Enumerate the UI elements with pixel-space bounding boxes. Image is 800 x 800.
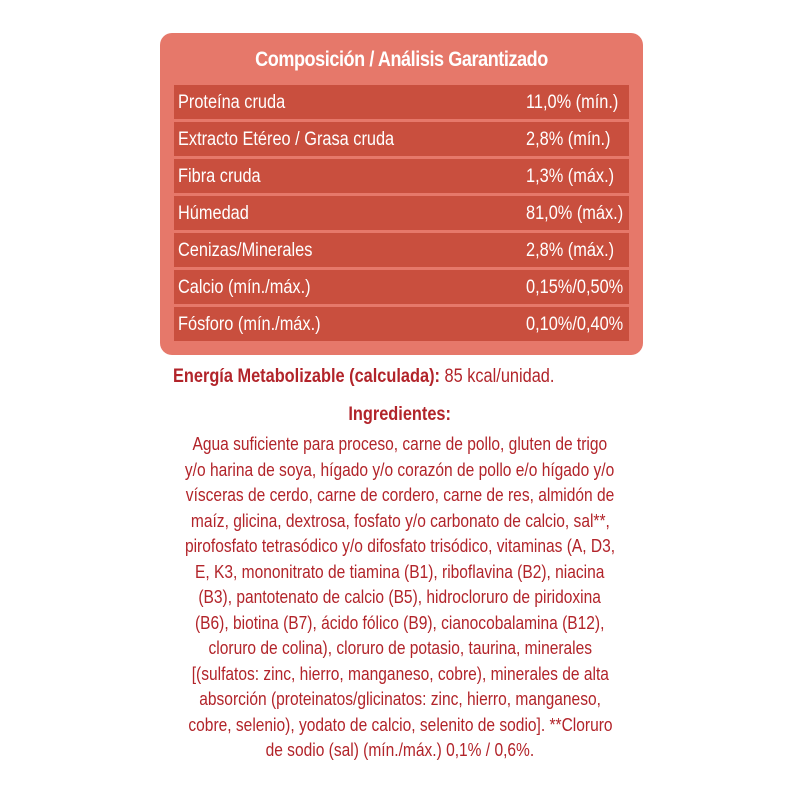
row-name: Fibra cruda bbox=[178, 166, 261, 187]
ingredients-line-text: [(sulfatos: zinc, hierro, manganeso, cobre), minerales de alta bbox=[191, 662, 609, 684]
row-value: 11,0% (mín.) bbox=[526, 92, 619, 113]
guaranteed-analysis-panel bbox=[160, 33, 643, 355]
analysis-row-phosphorus bbox=[174, 307, 629, 341]
ingredients-line bbox=[0, 584, 800, 610]
ingredients-line-text: (B6), biotina (B7), ácido fólico (B9), cianocobalamina (B12), bbox=[195, 611, 605, 633]
ingredients-line bbox=[0, 610, 800, 636]
ingredients-line-text: Agua suficiente para proceso, carne de pollo, gluten de trigo bbox=[192, 433, 608, 454]
ingredients-line bbox=[0, 431, 800, 457]
row-name: Húmedad bbox=[178, 203, 249, 224]
energy-label: Energía Metabolizable (calculada): bbox=[173, 366, 440, 387]
analysis-row-fiber bbox=[174, 159, 629, 193]
ingredients-title bbox=[0, 404, 800, 426]
ingredients-line-text: pirofosfato tetrasódico y/o difosfato trisódico, vitaminas (A, D3, bbox=[184, 535, 616, 556]
ingredients-line-text: y/o harina de soya, hígado y/o corazón de pollo e/o hígado y/o bbox=[185, 458, 615, 480]
ingredients-line bbox=[0, 686, 800, 712]
row-value: 2,8% (mín.) bbox=[526, 129, 611, 150]
analysis-row-ash bbox=[174, 233, 629, 267]
row-name: Calcio (mín./máx.) bbox=[178, 277, 311, 298]
analysis-row-moisture bbox=[174, 196, 629, 230]
ingredients-line-text: E, K3, mononitrato de tiamina (B1), riboflavina (B2), niacina bbox=[195, 560, 605, 582]
row-value: 2,8% (máx.) bbox=[526, 240, 615, 261]
analysis-row-protein bbox=[174, 85, 629, 119]
ingredients-line bbox=[0, 635, 800, 661]
row-value: 81,0% (máx.) bbox=[526, 203, 624, 224]
row-value: 0,10%/0,40% bbox=[526, 314, 624, 335]
analysis-row-calcium bbox=[174, 270, 629, 304]
row-name: Proteína cruda bbox=[178, 92, 286, 113]
ingredients-title-text: Ingredientes: bbox=[348, 404, 452, 425]
energy-value: 85 kcal/unidad. bbox=[439, 366, 555, 387]
ingredients-line-text: cobre, selenio), yodato de calcio, selenito de sodio]. **Cloruro bbox=[187, 713, 613, 735]
ingredients-text bbox=[0, 431, 800, 763]
ingredients-line-text: cloruro de colina), cloruro de potasio, taurina, minerales bbox=[208, 637, 592, 658]
ingredients-line-text: vísceras de cerdo, carne de cordero, carne de res, almidón de bbox=[185, 484, 615, 505]
row-value: 1,3% (máx.) bbox=[526, 166, 615, 187]
ingredients-line bbox=[0, 712, 800, 738]
metabolizable-energy bbox=[173, 366, 554, 388]
ingredients-line-text: de sodio (sal) (mín./máx.) 0,1% / 0,6%. bbox=[265, 739, 535, 760]
row-value: 0,15%/0,50% bbox=[526, 277, 624, 298]
ingredients-line bbox=[0, 737, 800, 763]
analysis-row-fat bbox=[174, 122, 629, 156]
ingredients-line-text: absorción (proteinatos/glicinatos: zinc, hierro, manganeso, bbox=[199, 688, 601, 709]
row-name: Cenizas/Minerales bbox=[178, 240, 313, 261]
analysis-title: Composición / Análisis Garantizado bbox=[255, 48, 548, 71]
ingredients-line bbox=[0, 559, 800, 585]
row-name: Extracto Etéreo / Grasa cruda bbox=[178, 129, 395, 150]
ingredients-line bbox=[0, 661, 800, 687]
ingredients-line bbox=[0, 508, 800, 534]
ingredients-line bbox=[0, 482, 800, 508]
ingredients-line bbox=[0, 533, 800, 559]
ingredients-line-text: (B3), pantotenato de calcio (B5), hidrocloruro de piridoxina bbox=[198, 586, 602, 607]
ingredients-line bbox=[0, 457, 800, 483]
row-name: Fósforo (mín./máx.) bbox=[178, 314, 321, 335]
analysis-table bbox=[174, 85, 629, 344]
ingredients-line-text: maíz, glicina, dextrosa, fosfato y/o carbonato de calcio, sal**, bbox=[190, 509, 610, 531]
